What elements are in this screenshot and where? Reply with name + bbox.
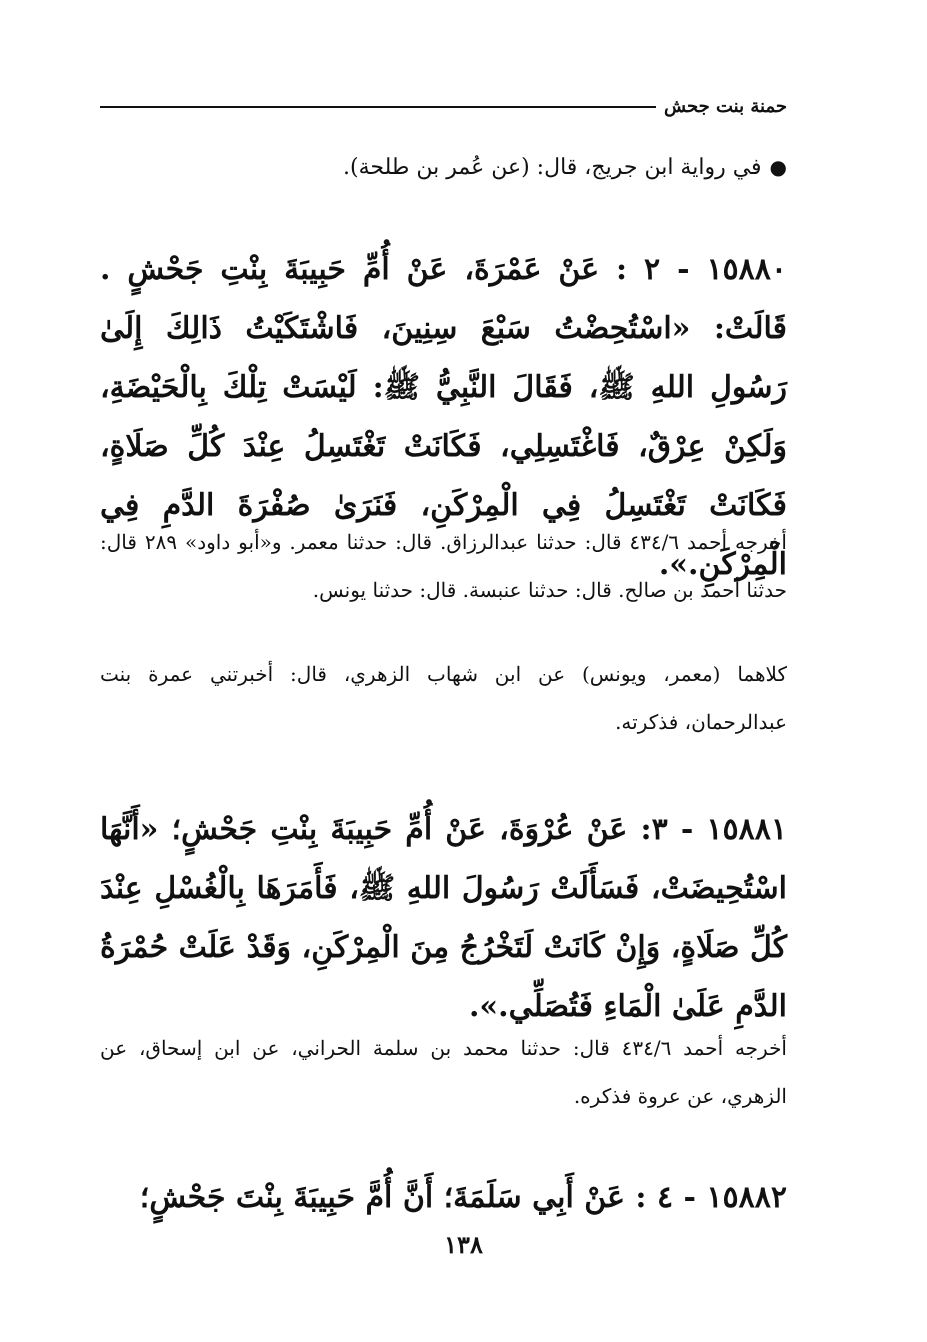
intro-note [100, 145, 787, 190]
hadith-15880-source-1 [100, 518, 787, 614]
hadith-text: ١٥٨٨١ - ٣: عَنْ عُرْوَةَ، عَنْ أُمِّ حَبِيبَةَ بِنْتِ جَحْشٍ؛ «أَنَّهَا اسْتُحِيضَتْ، فَسَأَلَتْ رَسُولَ اللهِ ﷺ، فَأَمَرَهَا بِالْغُسْلِ عِنْدَ كُلِّ صَلَاةٍ، وَإِنْ كَانَتْ لَتَخْرُجُ مِنَ الْمِرْكَنِ، وَقَدْ عَلَتْ حُمْرَةُ الدَّمِ عَلَىٰ الْمَاءِ فَتُصَلِّي.». [100, 812, 787, 1024]
hadith-15881-source [100, 1024, 787, 1120]
hadith-15880-source-2 [100, 650, 787, 746]
source-text: أخرجه أحمد ٤٣٤/٦ قال: حدثنا عبدالرزاق. قال: حدثنا معمر. و«أبو داود» ٢٨٩ قال: حدثنا أحمد بن صالح. قال: حدثنا عنبسة. قال: حدثنا يونس. [100, 530, 787, 602]
hadith-15882 [100, 1168, 787, 1227]
hadith-15881 [100, 800, 787, 1036]
running-header-title: حمنة بنت جحش [664, 96, 787, 117]
source-text: أخرجه أحمد ٤٣٤/٦ قال: حدثنا محمد بن سلمة الحراني، عن ابن إسحاق، عن الزهري، عن عروة فذكره. [100, 1036, 787, 1108]
page-number: ١٣٨ [444, 1230, 483, 1259]
running-header [100, 96, 787, 117]
bullet-icon: ● [769, 155, 787, 179]
hadith-text: ١٥٨٨٢ - ٤ : عَنْ أَبِي سَلَمَةَ؛ أَنَّ أُمَّ حَبِيبَةَ بِنْتَ جَحْشٍ؛ [139, 1180, 787, 1215]
hadith-text: ١٥٨٨٠ - ٢ : عَنْ عَمْرَةَ، عَنْ أُمِّ حَبِيبَةَ بِنْتِ جَحْشٍ . قَالَتْ: «اسْتُحِضْتُ سَبْعَ سِنِينَ، فَاشْتَكَيْتُ ذَالِكَ إِلَىٰ رَسُولِ اللهِ ﷺ، فَقَالَ النَّبِيُّ ﷺ: لَيْسَتْ تِلْكَ بِالْحَيْضَةِ، وَلَكِنْ عِرْقٌ، فَاغْتَسِلِي، فَكَانَتْ تَغْتَسِلُ عِنْدَ كُلِّ صَلَاةٍ، فَكَانَتْ تَغْتَسِلُ فِي الْمِرْكَنِ، فَنَرَىٰ صُفْرَةَ الدَّمِ فِي الْمِرْكَنِ.». [100, 252, 788, 582]
header-rule [100, 106, 656, 108]
source-text: كلاهما (معمر، ويونس) عن ابن شهاب الزهري، قال: أخبرتني عمرة بنت عبدالرحمان، فذكرته. [100, 662, 787, 734]
intro-note-text: في رواية ابن جريج، قال: (عن عُمر بن طلحة). [343, 155, 762, 180]
